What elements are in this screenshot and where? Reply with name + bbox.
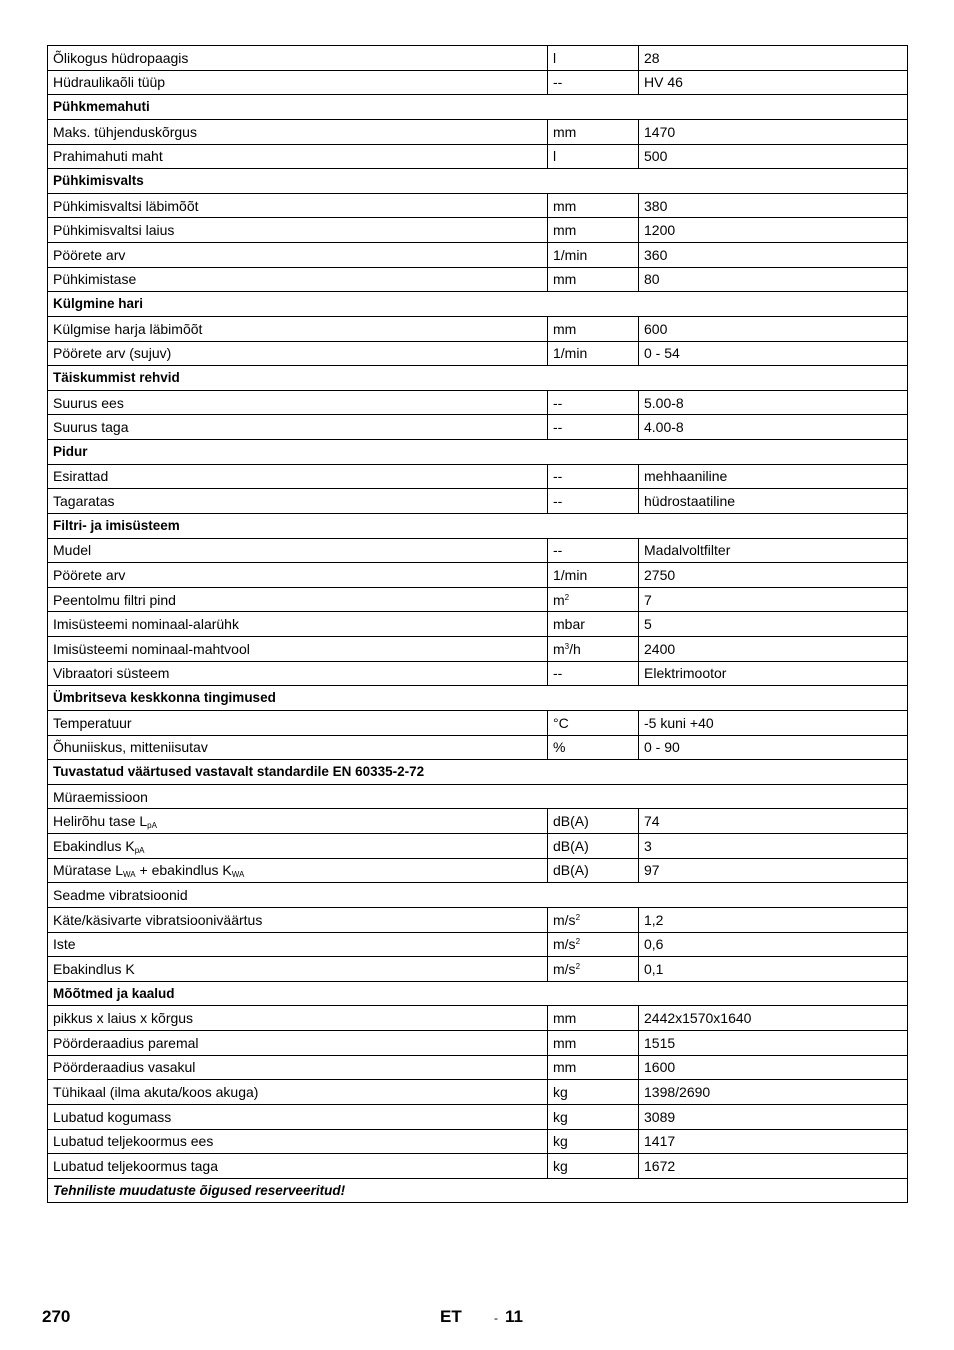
spec-value: Madalvoltfilter: [644, 542, 731, 559]
spec-unit-cell: [548, 1104, 639, 1129]
footer-page-number: 270: [42, 1307, 71, 1326]
section-title: Pidur: [48, 440, 908, 465]
spec-label: Lubatud teljekoormus taga: [53, 1157, 218, 1174]
spec-value-cell: [639, 1154, 908, 1179]
table-row: [48, 415, 908, 440]
spec-value: 1200: [644, 222, 676, 239]
spec-value-cell: [639, 637, 908, 662]
spec-value-cell: [639, 46, 908, 71]
spec-value: mehhaaniline: [644, 468, 728, 485]
spec-value: HV 46: [644, 74, 683, 91]
spec-unit: --: [553, 394, 563, 411]
table-row: [48, 1129, 908, 1154]
spec-unit-cell: [548, 710, 639, 735]
spec-label-cell: [48, 661, 548, 686]
section-header-row: [48, 440, 908, 465]
spec-value: 0 - 90: [644, 739, 680, 756]
table-row: [48, 267, 908, 292]
footer-language-code: ET: [440, 1307, 462, 1326]
section-header-row: [48, 366, 908, 391]
spec-unit: %: [553, 739, 566, 756]
spec-unit-cell: [548, 390, 639, 415]
spec-value-cell: [639, 243, 908, 268]
spec-value-cell: [639, 1031, 908, 1056]
spec-value-cell: [639, 1006, 908, 1031]
spec-label: Lubatud teljekoormus ees: [53, 1133, 214, 1150]
section-header-row: [48, 513, 908, 538]
spec-unit-cell: [548, 119, 639, 144]
subheading-label: Müraemissioon: [48, 784, 908, 809]
section-header-row: [48, 95, 908, 120]
spec-value-cell: [639, 144, 908, 169]
table-row: [48, 957, 908, 982]
spec-unit: l: [553, 148, 557, 165]
spec-label-subscript: WA: [231, 870, 245, 880]
section-title: Filtri- ja imisüsteem: [48, 513, 908, 538]
spec-unit-cell: [548, 612, 639, 637]
spec-value: 0,6: [644, 936, 664, 953]
spec-label: Pühkimisvaltsi laius: [53, 222, 175, 239]
table-row: [48, 1031, 908, 1056]
spec-unit-cell: [548, 538, 639, 563]
spec-label-cell: [48, 316, 548, 341]
spec-value-cell: [639, 1129, 908, 1154]
spec-value-cell: [639, 341, 908, 366]
spec-value: 1,2: [644, 911, 664, 928]
spec-label-cell: [48, 243, 548, 268]
spec-label: Iste: [53, 936, 76, 953]
spec-label-cell: [48, 834, 548, 859]
spec-unit-cell: [548, 637, 639, 662]
spec-label-cell: [48, 144, 548, 169]
spec-label-cell: [48, 735, 548, 760]
spec-unit: 1/min: [553, 246, 588, 263]
spec-value: 3089: [644, 1108, 676, 1125]
technical-data-table: [47, 45, 908, 1203]
spec-label: Pöörderaadius vasakul: [53, 1059, 196, 1076]
spec-label-continuation: + ebakindlus K: [135, 862, 232, 879]
table-row: [48, 661, 908, 686]
table-row: [48, 464, 908, 489]
table-row: [48, 907, 908, 932]
spec-unit-cell: [548, 415, 639, 440]
spec-unit: dB(A): [553, 837, 589, 854]
spec-label-cell: [48, 957, 548, 982]
spec-value-cell: [639, 834, 908, 859]
spec-label: Imisüsteemi nominaal-mahtvool: [53, 640, 250, 657]
spec-label: Hüdraulikaõli tüüp: [53, 74, 166, 91]
spec-label-cell: [48, 464, 548, 489]
spec-value: 600: [644, 320, 668, 337]
section-title: Pühkimisvalts: [48, 169, 908, 194]
spec-unit: kg: [553, 1157, 568, 1174]
spec-value: 1672: [644, 1157, 676, 1174]
spec-unit: 1/min: [553, 566, 588, 583]
subheading-row: [48, 784, 908, 809]
spec-unit-cell: [548, 834, 639, 859]
spec-unit-superscript: 2: [564, 592, 570, 602]
spec-unit-cell: [548, 243, 639, 268]
spec-value-cell: [639, 907, 908, 932]
spec-label-cell: [48, 1006, 548, 1031]
spec-value: 28: [644, 49, 660, 66]
section-header-row: [48, 686, 908, 711]
spec-value: 1600: [644, 1059, 676, 1076]
spec-unit-cell: [548, 1080, 639, 1105]
table-row: [48, 932, 908, 957]
spec-label: Esirattad: [53, 468, 109, 485]
spec-unit-cell: [548, 316, 639, 341]
disclaimer-note: Tehniliste muudatuste õigused reserveeritud!: [48, 1178, 908, 1203]
spec-unit-cell: [548, 587, 639, 612]
spec-value-cell: [639, 661, 908, 686]
spec-value: 97: [644, 862, 660, 879]
table-row: [48, 316, 908, 341]
table-row: [48, 1154, 908, 1179]
spec-value: hüdrostaatiline: [644, 493, 736, 510]
spec-value-cell: [639, 563, 908, 588]
spec-unit-cell: [548, 1154, 639, 1179]
spec-unit: m: [553, 591, 565, 608]
table-row: [48, 1055, 908, 1080]
spec-unit: m/s: [553, 936, 576, 953]
spec-value-cell: [639, 1055, 908, 1080]
table-row: [48, 834, 908, 859]
spec-unit: m/s: [553, 911, 576, 928]
spec-label: Temperatuur: [53, 714, 132, 731]
spec-value: 80: [644, 271, 660, 288]
subheading-label: Seadme vibratsioonid: [48, 883, 908, 908]
spec-unit-cell: [548, 218, 639, 243]
spec-unit-cell: [548, 735, 639, 760]
spec-unit-cell: [548, 907, 639, 932]
spec-unit: mm: [553, 222, 577, 239]
spec-label-cell: [48, 1055, 548, 1080]
spec-value-cell: [639, 390, 908, 415]
note-row: [48, 1178, 908, 1203]
spec-label: Pöörete arv (sujuv): [53, 345, 172, 362]
spec-value: 74: [644, 813, 660, 830]
section-header-row: [48, 760, 908, 785]
spec-unit-cell: [548, 932, 639, 957]
spec-value-cell: [639, 1080, 908, 1105]
spec-value: 3: [644, 837, 652, 854]
spec-value-cell: [639, 119, 908, 144]
spec-unit-cell: [548, 858, 639, 883]
section-title: Külgmine hari: [48, 292, 908, 317]
spec-unit: mm: [553, 1034, 577, 1051]
spec-unit-cell: [548, 144, 639, 169]
table-row: [48, 1104, 908, 1129]
spec-value-cell: [639, 612, 908, 637]
spec-label: pikkus x laius x kõrgus: [53, 1010, 194, 1027]
spec-value: 2750: [644, 566, 676, 583]
spec-label-cell: [48, 932, 548, 957]
spec-value: -5 kuni +40: [644, 714, 714, 731]
spec-value: 7: [644, 591, 652, 608]
spec-label-cell: [48, 390, 548, 415]
spec-label-cell: [48, 267, 548, 292]
table-row: [48, 193, 908, 218]
spec-value-cell: [639, 1104, 908, 1129]
spec-value: 1470: [644, 123, 676, 140]
spec-label-cell: [48, 46, 548, 71]
spec-label-cell: [48, 1104, 548, 1129]
table-row: [48, 70, 908, 95]
spec-value-cell: [639, 218, 908, 243]
section-title: Ümbritseva keskkonna tingimused: [48, 686, 908, 711]
section-title: Mõõtmed ja kaalud: [48, 981, 908, 1006]
spec-unit-cell: [548, 341, 639, 366]
table-row: [48, 218, 908, 243]
spec-label: Pühkimisvaltsi läbimõõt: [53, 197, 199, 214]
spec-value: 2400: [644, 640, 676, 657]
spec-value: 0,1: [644, 960, 664, 977]
spec-value: 5: [644, 616, 652, 633]
spec-unit-superscript: 2: [575, 912, 581, 922]
section-header-row: [48, 169, 908, 194]
spec-label-cell: [48, 489, 548, 514]
spec-value: 1398/2690: [644, 1084, 711, 1101]
technical-data-body: [48, 46, 908, 1203]
spec-label-cell: [48, 1129, 548, 1154]
spec-unit: dB(A): [553, 813, 589, 830]
table-row: [48, 46, 908, 71]
spec-label: Imisüsteemi nominaal-alarühk: [53, 616, 239, 633]
spec-label: Lubatud kogumass: [53, 1108, 172, 1125]
spec-label-cell: [48, 1154, 548, 1179]
spec-value-cell: [639, 70, 908, 95]
spec-label-cell: [48, 637, 548, 662]
spec-value: 500: [644, 148, 668, 165]
spec-unit: mm: [553, 1010, 577, 1027]
spec-unit-cell: [548, 809, 639, 834]
spec-label-cell: [48, 907, 548, 932]
spec-label-subscript: WA: [123, 870, 136, 880]
spec-unit-cell: [548, 267, 639, 292]
spec-unit: mm: [553, 1059, 577, 1076]
spec-label: Peentolmu filtri pind: [53, 591, 176, 608]
spec-value: Elektrimootor: [644, 665, 727, 682]
spec-unit: --: [553, 74, 563, 91]
spec-value-cell: [639, 809, 908, 834]
spec-label: Suurus taga: [53, 419, 129, 436]
spec-value: 0 - 54: [644, 345, 680, 362]
spec-unit: mm: [553, 271, 577, 288]
spec-value-cell: [639, 267, 908, 292]
spec-label-cell: [48, 119, 548, 144]
spec-unit-superscript: 3: [564, 641, 570, 651]
spec-unit: --: [553, 468, 563, 485]
spec-value-cell: [639, 415, 908, 440]
table-row: [48, 858, 908, 883]
spec-value: 2442x1570x1640: [644, 1010, 752, 1027]
spec-label: Pöörderaadius paremal: [53, 1034, 199, 1051]
spec-label-cell: [48, 710, 548, 735]
spec-label: Külgmise harja läbimõõt: [53, 320, 203, 337]
spec-unit-cell: [548, 1129, 639, 1154]
spec-label: Vibraatori süsteem: [53, 665, 170, 682]
table-row: [48, 612, 908, 637]
spec-unit: mm: [553, 123, 577, 140]
spec-unit: kg: [553, 1084, 568, 1101]
spec-value: 4.00-8: [644, 419, 684, 436]
spec-unit-cell: [548, 489, 639, 514]
spec-unit: mm: [553, 320, 577, 337]
spec-label: Ebakindlus K: [53, 837, 135, 854]
section-title: Tuvastatud väärtused vastavalt standardile EN 60335-2-72: [48, 760, 908, 785]
spec-value: 380: [644, 197, 668, 214]
footer-sub-page-number: 11: [505, 1307, 523, 1326]
spec-unit-cell: [548, 464, 639, 489]
table-row: [48, 538, 908, 563]
spec-unit: dB(A): [553, 862, 589, 879]
table-row: [48, 119, 908, 144]
spec-label: Õlikogus hüdropaagis: [53, 49, 189, 66]
spec-label-cell: [48, 612, 548, 637]
spec-label-subscript: pA: [147, 821, 157, 831]
spec-unit-cell: [548, 1006, 639, 1031]
footer-separator: -: [494, 1311, 498, 1325]
spec-value-cell: [639, 587, 908, 612]
spec-label-cell: [48, 587, 548, 612]
table-row: [48, 587, 908, 612]
table-row: [48, 341, 908, 366]
spec-unit: --: [553, 493, 563, 510]
spec-label: Õhuniiskus, mitteniisutav: [53, 739, 208, 756]
spec-label: Suurus ees: [53, 394, 124, 411]
spec-value-cell: [639, 316, 908, 341]
spec-unit: --: [553, 665, 563, 682]
spec-value-cell: [639, 932, 908, 957]
table-row: [48, 243, 908, 268]
table-row: [48, 637, 908, 662]
table-row: [48, 390, 908, 415]
spec-label-subscript: pA: [134, 845, 145, 855]
subheading-row: [48, 883, 908, 908]
section-header-row: [48, 981, 908, 1006]
section-title: Täiskummist rehvid: [48, 366, 908, 391]
spec-label: Pühkimistase: [53, 271, 137, 288]
spec-value-cell: [639, 710, 908, 735]
spec-value: 1515: [644, 1034, 676, 1051]
spec-unit: --: [553, 542, 563, 559]
spec-unit-cell: [548, 1031, 639, 1056]
table-row: [48, 1080, 908, 1105]
spec-unit: --: [553, 419, 563, 436]
table-row: [48, 735, 908, 760]
spec-value: 5.00-8: [644, 394, 684, 411]
spec-unit-cell: [548, 661, 639, 686]
spec-label-cell: [48, 218, 548, 243]
spec-value-cell: [639, 957, 908, 982]
section-header-row: [48, 292, 908, 317]
spec-unit: kg: [553, 1133, 568, 1150]
spec-label-cell: [48, 70, 548, 95]
table-row: [48, 710, 908, 735]
spec-label: Prahimahuti maht: [53, 148, 163, 165]
spec-value: 360: [644, 246, 668, 263]
spec-label-cell: [48, 538, 548, 563]
spec-label: Ebakindlus K: [53, 960, 135, 977]
spec-label-cell: [48, 1031, 548, 1056]
spec-label: Helirõhu tase L: [53, 813, 148, 830]
spec-value-cell: [639, 489, 908, 514]
spec-unit: °C: [553, 714, 569, 731]
spec-label: Müratase L: [53, 862, 124, 879]
spec-unit-superscript: 2: [575, 961, 581, 971]
spec-unit-cell: [548, 957, 639, 982]
table-row: [48, 809, 908, 834]
spec-unit: l: [553, 49, 557, 66]
spec-label-cell: [48, 1080, 548, 1105]
spec-label: Tühikaal (ilma akuta/koos akuga): [53, 1084, 259, 1101]
spec-unit: m/s: [553, 960, 576, 977]
spec-unit-cell: [548, 70, 639, 95]
spec-value-cell: [639, 735, 908, 760]
spec-value-cell: [639, 538, 908, 563]
spec-value-cell: [639, 193, 908, 218]
spec-value-cell: [639, 858, 908, 883]
section-title: Pühkmemahuti: [48, 95, 908, 120]
spec-unit-cell: [548, 193, 639, 218]
spec-label: Pöörete arv: [53, 246, 126, 263]
spec-label-cell: [48, 809, 548, 834]
spec-unit-cell: [548, 46, 639, 71]
spec-label-cell: [48, 563, 548, 588]
spec-unit: m: [553, 640, 565, 657]
spec-label-cell: [48, 193, 548, 218]
spec-label: Käte/käsivarte vibratsiooniväärtus: [53, 911, 263, 928]
table-row: [48, 144, 908, 169]
table-row: [48, 563, 908, 588]
spec-unit: mbar: [553, 616, 585, 633]
spec-unit: kg: [553, 1108, 568, 1125]
spec-label: Mudel: [53, 542, 92, 559]
spec-value-cell: [639, 464, 908, 489]
spec-label: Maks. tühjenduskõrgus: [53, 123, 197, 140]
table-row: [48, 489, 908, 514]
spec-unit-cell: [548, 1055, 639, 1080]
spec-label-cell: [48, 415, 548, 440]
spec-unit: mm: [553, 197, 577, 214]
spec-label: Pöörete arv: [53, 566, 126, 583]
spec-unit-suffix: /h: [569, 640, 581, 657]
spec-label-cell: [48, 858, 548, 883]
spec-label-cell: [48, 341, 548, 366]
spec-value: 1417: [644, 1133, 676, 1150]
spec-unit-cell: [548, 563, 639, 588]
spec-label: Tagaratas: [53, 493, 115, 510]
spec-unit: 1/min: [553, 345, 588, 362]
spec-unit-superscript: 2: [575, 937, 581, 947]
table-row: [48, 1006, 908, 1031]
